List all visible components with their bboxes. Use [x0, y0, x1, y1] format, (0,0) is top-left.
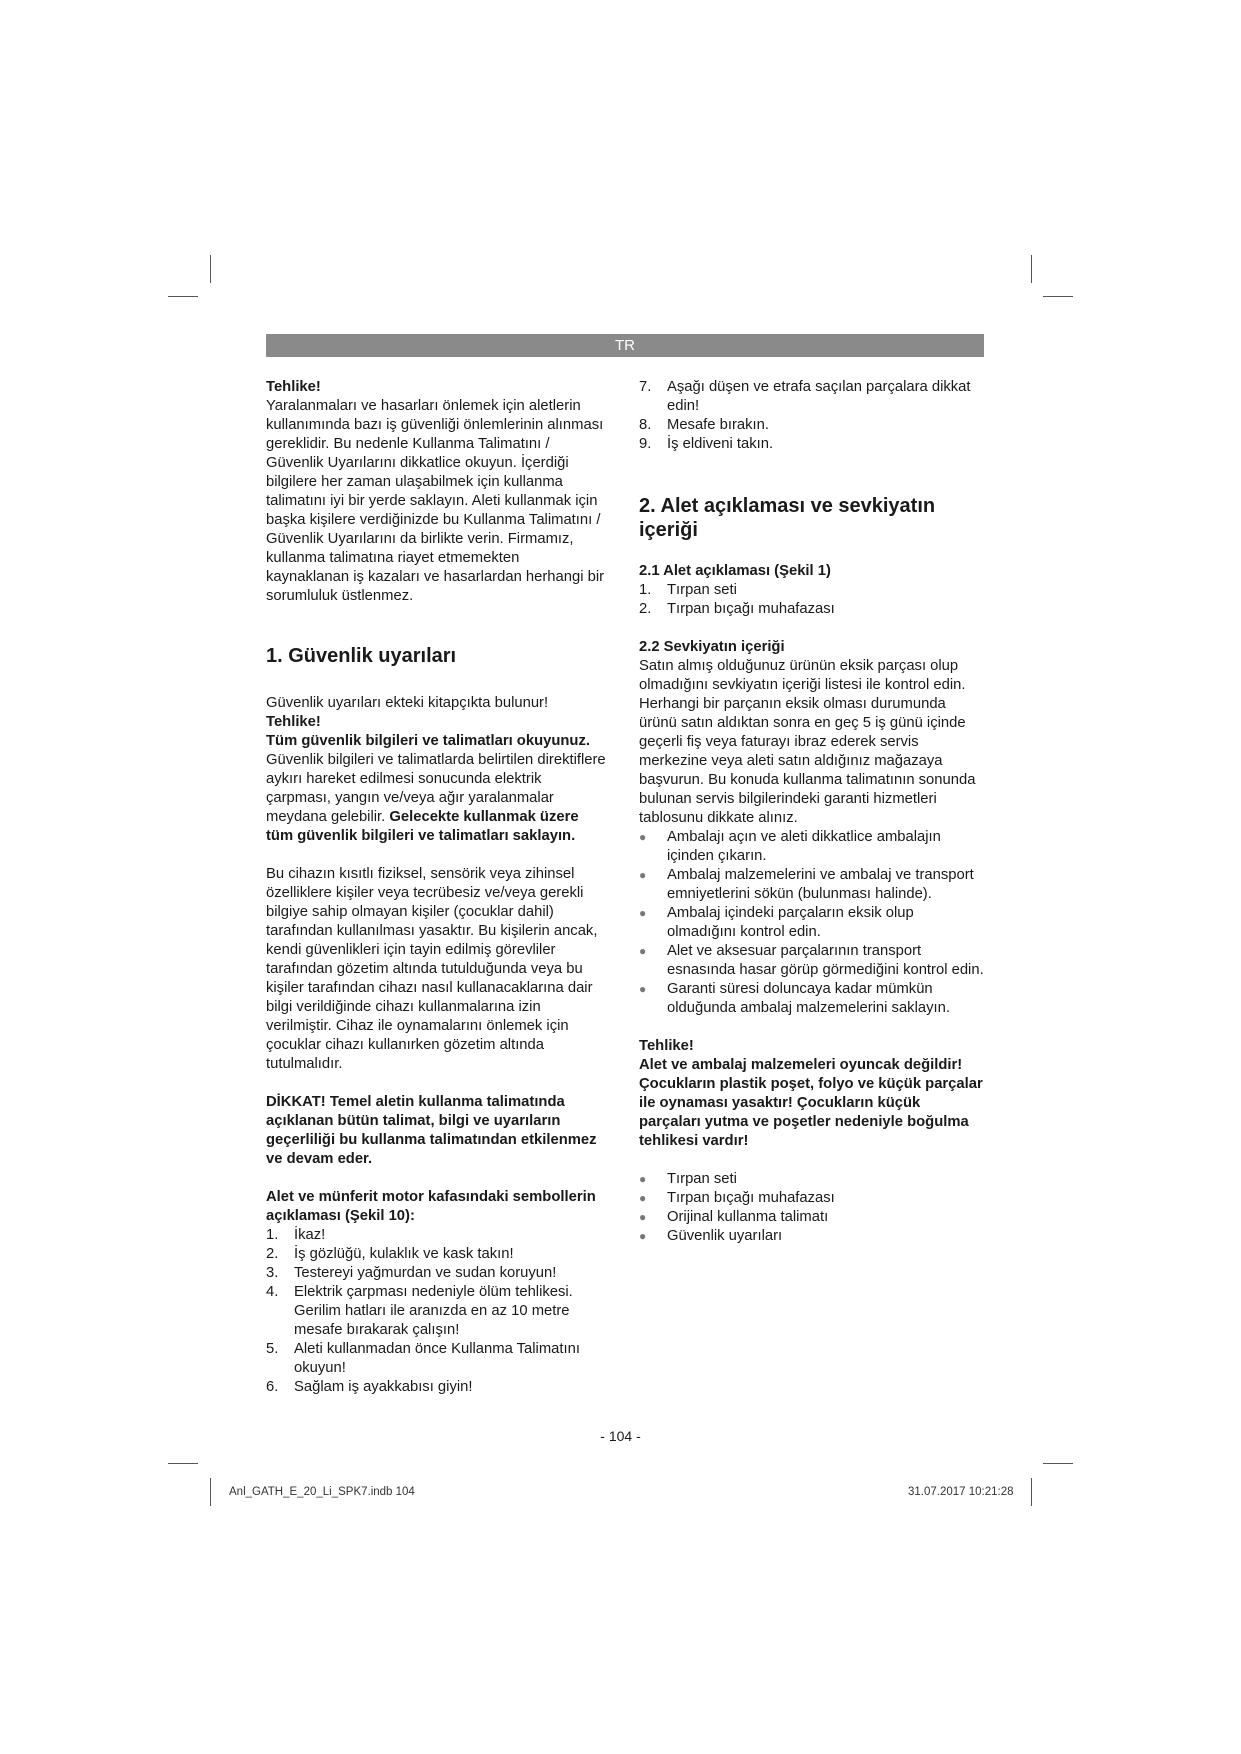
list-item: 8. Mesafe bırakın.: [639, 417, 769, 433]
crop-mark-tr-v: [1031, 255, 1032, 283]
list-item: 9. İş eldiveni takın.: [639, 436, 774, 452]
attention-paragraph: DİKKAT! Temel aletin kullanma talimatında açıklanan bütün talimat, bilgi ve uyarıların geçerliliği bu kullanma talimatından etkilenmez ve devam eder.: [266, 1094, 597, 1167]
section-2-2-title: 2.2 Sevkiyatın içeriği: [639, 639, 785, 655]
unpacking-list: [639, 828, 984, 1018]
list-item: 4. Elektrik çarpması nedeniyle ölüm tehlikesi. Gerilim hatları ile aranızda en az 10 metre mesafe bırakarak çalışın!: [266, 1284, 573, 1338]
timestamp: 31.07.2017 10:21:28: [908, 1486, 1014, 1498]
crop-mark-tl-h: [168, 296, 198, 297]
delivery-paragraph: Satın almış olduğunuz ürünün eksik parçası olup olmadığını sevkiyatın içeriği listesi ile kontrol edin. Herhangi bir parçanın eksik olması durumunda ürünü satın aldıktan sonra en geç 5 iş günü içinde geçerli fiş veya faturayı ibraz ederek servis merkezine veya aleti satın aldığınız mağazaya başvurun. Bu konuda kullanma talimatının sonunda bulunan servis bilgilerindeki garanti hizmetleri tablosunu dikkate alınız.: [639, 658, 976, 826]
packaging-danger-title: Tehlike!: [639, 1038, 694, 1054]
device-parts-list: [639, 581, 984, 619]
page-number: - 104 -: [600, 1428, 641, 1444]
crop-mark-bl-h: [168, 1463, 198, 1464]
crop-mark-tr-h: [1043, 296, 1073, 297]
safety-danger-title: Tehlike!: [266, 714, 321, 730]
safety-paragraph: [266, 732, 606, 846]
list-item: ● Orijinal kullanma talimatı: [639, 1209, 829, 1225]
language-code: TR: [615, 337, 635, 354]
crop-mark-bl-v: [210, 1478, 211, 1506]
list-item: ● Ambalaj malzemelerini ve ambalaj ve transport emniyetlerini sökün (bulunması halinde).: [639, 867, 974, 902]
list-item: 5. Aleti kullanmadan önce Kullanma Talimatını okuyun!: [266, 1341, 580, 1376]
safety-intro: Güvenlik uyarıları ekteki kitapçıkta bulunur!: [266, 695, 549, 711]
list-item: 1. İkaz!: [266, 1227, 326, 1243]
list-item: 2. İş gözlüğü, kulaklık ve kask takın!: [266, 1246, 514, 1262]
danger-title: Tehlike!: [266, 379, 321, 395]
symbols-list-continued: [639, 378, 984, 454]
list-item: ● Güvenlik uyarıları: [639, 1228, 783, 1244]
safety-bold-2: Gelecekte kullanmak üzere tüm güvenlik bilgileri ve talimatları saklayın.: [266, 809, 579, 844]
list-item: ● Alet ve aksesuar parçalarının transport esnasında hasar görüp görmediğini kontrol edin.: [639, 943, 984, 978]
list-item: ● Ambalaj içindeki parçaların eksik olup olmadığını kontrol edin.: [639, 905, 914, 940]
delivery-contents-list: [639, 1170, 984, 1246]
list-item: 2. Tırpan bıçağı muhafazası: [639, 601, 835, 617]
list-item: ● Ambalajı açın ve aleti dikkatlice ambalajın içinden çıkarın.: [639, 829, 941, 864]
safety-bold-1: Tüm güvenlik bilgileri ve talimatları okuyunuz.: [266, 733, 590, 749]
right-column: [639, 378, 984, 1246]
crop-mark-tl-v: [210, 255, 211, 283]
list-item: ● Tırpan bıçağı muhafazası: [639, 1190, 835, 1206]
list-item: ● Tırpan seti: [639, 1171, 737, 1187]
file-info: Anl_GATH_E_20_Li_SPK7.indb 104: [229, 1486, 415, 1498]
list-item: 1. Tırpan seti: [639, 582, 737, 598]
language-header-bar: [266, 334, 984, 357]
restriction-paragraph: Bu cihazın kısıtlı fiziksel, sensörik veya zihinsel özelliklere kişiler veya tecrübesiz ve/veya gerekli bilgiye sahip olmayan kişiler (çocuklar dahil) tarafından kullanılması yasaktır. Bu kişilerin ancak, kendi güvenlikleri için tayin edilmiş görevliler tarafından gözetim altında tutulduğunda veya bu kişiler tarafından cihazı nasıl kullanacaklarına dair bilgi verildiğinde cihazı kullanmalarına izin verilmiştir. Cihaz ile oynamalarını önlemek için çocuklar cihazı kullanırken gözetim altında tutulmalıdır.: [266, 866, 598, 1072]
section-2-title: 2. Alet açıklaması ve sevkiyatın içeriği: [639, 495, 936, 541]
list-item: ● Garanti süresi doluncaya kadar mümkün olduğunda ambalaj malzemelerini saklayın.: [639, 981, 950, 1016]
section-1-title: 1. Güvenlik uyarıları: [266, 645, 457, 667]
intro-paragraph: Yaralanmaları ve hasarları önlemek için aletlerin kullanımında bazı iş güvenliği önlemlerinin alınması gereklidir. Bu nedenle Kullanma Talimatını / Güvenlik Uyarılarını dikkatlice okuyun. İçerdiği bilgilere her zaman ulaşabilmek için kullanma talimatını iyi bir yerde saklayın. Aleti kullanmak için başka kişilere verdiğinizde bu Kullanma Talimatını / Güvenlik Uyarılarını da birlikte verin. Firmamız, kullanma talimatına riayet etmemekten kaynaklanan iş kazaları ve hasarlardan herhangi bir sorumluluk üstlenmez.: [266, 398, 605, 604]
left-column: [266, 378, 606, 1397]
list-item: 7. Aşağı düşen ve etrafa saçılan parçalara dikkat edin!: [639, 379, 971, 414]
crop-mark-br-v: [1031, 1478, 1032, 1506]
section-2-1-title: 2.1 Alet açıklaması (Şekil 1): [639, 563, 831, 579]
symbols-list: [266, 1226, 606, 1397]
list-item: 6. Sağlam iş ayakkabısı giyin!: [266, 1379, 473, 1395]
crop-mark-br-h: [1043, 1463, 1073, 1464]
safety-text-1: Güvenlik bilgileri ve talimatlarda belirtilen direktiflere aykırı hareket edilmesi sonucunda elektrik çarpması, yangın ve/veya ağır yaralanmalar meydana gelebilir.: [266, 752, 606, 825]
symbols-title: Alet ve münferit motor kafasındaki sembollerin açıklaması (Şekil 10):: [266, 1189, 596, 1224]
packaging-danger-text: Alet ve ambalaj malzemeleri oyuncak değildir! Çocukların plastik poşet, folyo ve küçük parçalar ile oynaması yasaktır! Çocukların küçük parçaları yutma ve poşetler nedeniyle boğulma tehlikesi vardır!: [639, 1057, 983, 1149]
list-item: 3. Testereyi yağmurdan ve sudan koruyun!: [266, 1265, 557, 1281]
